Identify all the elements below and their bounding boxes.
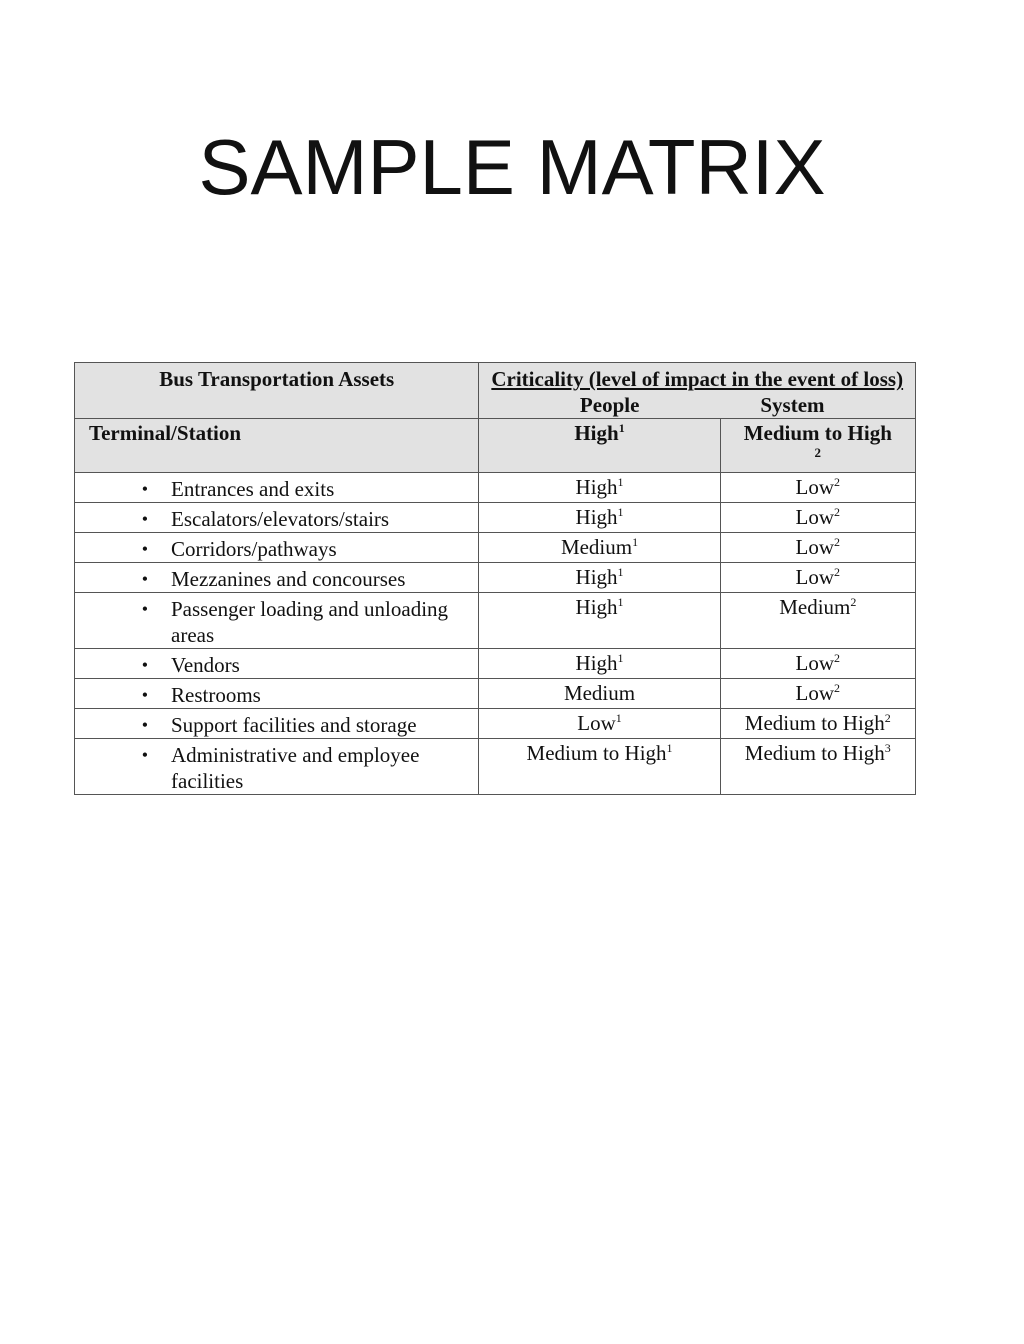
- asset-list-item: [75, 649, 478, 678]
- bullet-icon: •: [141, 685, 148, 705]
- bullet-icon: •: [141, 479, 148, 499]
- section-label-cell: [75, 419, 479, 473]
- page-title: SAMPLE MATRIX: [198, 123, 826, 211]
- system-criticality-value: Low: [795, 535, 835, 559]
- asset-list-item: [75, 739, 478, 794]
- people-footnote: 1: [666, 741, 673, 755]
- system-header-label: System: [760, 393, 825, 417]
- people-criticality-value: High: [575, 505, 618, 529]
- asset-list-item: [75, 709, 478, 738]
- criticality-header-label: Criticality (level of impact in the event of loss): [491, 367, 904, 391]
- system-criticality-cell: [720, 473, 915, 503]
- system-footnote: 2: [834, 475, 841, 489]
- bullet-icon: •: [141, 509, 148, 529]
- system-criticality-cell: [720, 679, 915, 709]
- asset-name: Administrative and employee facilities: [171, 743, 420, 793]
- bullet-icon: •: [141, 569, 148, 589]
- people-criticality-value: Medium: [560, 535, 633, 559]
- table-row: [75, 679, 916, 709]
- asset-cell: [75, 563, 479, 593]
- asset-cell: [75, 593, 479, 649]
- asset-cell: [75, 679, 479, 709]
- system-footnote: 2: [850, 595, 857, 609]
- system-criticality-cell: [720, 563, 915, 593]
- criticality-matrix-table: [74, 362, 916, 795]
- bullet-icon: •: [141, 599, 148, 619]
- criticality-subheaders: [479, 392, 915, 418]
- table-row: [75, 649, 916, 679]
- people-criticality-cell: [479, 563, 720, 593]
- table-row: [75, 503, 916, 533]
- system-criticality-cell: [720, 709, 915, 739]
- asset-cell: [75, 533, 479, 563]
- system-footnote: 2: [834, 565, 841, 579]
- system-criticality-value: Low: [795, 475, 835, 499]
- system-criticality-value: Medium: [779, 595, 851, 619]
- table-row: [75, 563, 916, 593]
- asset-cell: [75, 503, 479, 533]
- system-footnote: 3: [884, 741, 891, 755]
- section-people-footnote: 1: [618, 421, 625, 435]
- table-row: [75, 473, 916, 503]
- system-criticality-value: Low: [795, 651, 835, 675]
- asset-rows: [75, 473, 916, 795]
- asset-list-item: [75, 533, 478, 562]
- asset-list-item: [75, 473, 478, 502]
- system-criticality-value: Medium to High: [744, 711, 885, 735]
- system-criticality-value: Medium to High: [744, 741, 885, 765]
- asset-cell: [75, 649, 479, 679]
- section-system-value: Medium to High: [743, 421, 892, 445]
- criticality-header-cell: [479, 363, 916, 419]
- people-criticality-value: High: [575, 565, 618, 589]
- section-system-cell: [720, 419, 915, 473]
- asset-name: Corridors/pathways: [171, 537, 337, 561]
- asset-name: Entrances and exits: [171, 477, 335, 501]
- people-criticality-cell: [479, 679, 720, 709]
- table-row: [75, 593, 916, 649]
- system-criticality-cell: [720, 739, 915, 795]
- table-row: [75, 739, 916, 795]
- people-criticality-cell: [479, 533, 720, 563]
- system-criticality-cell: [720, 503, 915, 533]
- assets-header-label: Bus Transportation Assets: [159, 367, 395, 391]
- people-criticality-value: Medium to High: [526, 741, 667, 765]
- system-footnote: 2: [834, 505, 841, 519]
- system-criticality-value: Low: [795, 505, 835, 529]
- asset-cell: [75, 709, 479, 739]
- bullet-icon: •: [141, 745, 148, 765]
- asset-name: Restrooms: [171, 683, 261, 707]
- asset-name: Vendors: [171, 653, 240, 677]
- system-criticality-cell: [720, 593, 915, 649]
- system-footnote: 2: [884, 711, 891, 725]
- people-criticality-value: High: [575, 651, 618, 675]
- asset-name: Passenger loading and unloading areas: [171, 597, 449, 647]
- table-row: [75, 709, 916, 739]
- header-row: [75, 363, 916, 419]
- asset-name: Escalators/elevators/stairs: [171, 507, 390, 531]
- asset-list-item: [75, 679, 478, 708]
- people-criticality-cell: [479, 709, 720, 739]
- system-footnote: 2: [834, 535, 841, 549]
- people-criticality-value: High: [575, 595, 618, 619]
- table-row: [75, 533, 916, 563]
- assets-header-cell: [75, 363, 479, 419]
- people-footnote: 1: [632, 535, 639, 549]
- people-footnote: 1: [617, 505, 624, 519]
- asset-name: Mezzanines and concourses: [171, 567, 406, 591]
- people-footnote: 1: [617, 595, 624, 609]
- people-criticality-value: High: [575, 475, 618, 499]
- people-criticality-value: Medium: [563, 681, 636, 705]
- people-criticality-cell: [479, 503, 720, 533]
- people-footnote: 1: [617, 651, 624, 665]
- people-criticality-cell: [479, 649, 720, 679]
- asset-cell: [75, 473, 479, 503]
- asset-list-item: [75, 563, 478, 592]
- asset-list-item: [75, 593, 478, 648]
- section-people-cell: [479, 419, 720, 473]
- bullet-icon: •: [141, 655, 148, 675]
- system-criticality-cell: [720, 649, 915, 679]
- people-footnote: 1: [617, 475, 624, 489]
- system-criticality-cell: [720, 533, 915, 563]
- people-criticality-cell: [479, 473, 720, 503]
- section-row: [75, 419, 916, 473]
- bullet-icon: •: [141, 715, 148, 735]
- section-system-footnote: 2: [814, 445, 822, 460]
- section-people-value: High: [574, 421, 619, 445]
- people-criticality-cell: [479, 739, 720, 795]
- asset-list-item: [75, 503, 478, 532]
- system-criticality-value: Low: [795, 565, 835, 589]
- bullet-icon: •: [141, 539, 148, 559]
- people-header-label: People: [579, 393, 640, 417]
- people-criticality-cell: [479, 593, 720, 649]
- system-footnote: 2: [834, 681, 841, 695]
- asset-cell: [75, 739, 479, 795]
- people-criticality-value: Low: [577, 711, 616, 735]
- people-footnote: 1: [615, 711, 622, 725]
- people-footnote: 1: [617, 565, 624, 579]
- system-criticality-value: Low: [795, 681, 835, 705]
- section-label: Terminal/Station: [89, 421, 242, 445]
- asset-name: Support facilities and storage: [171, 713, 417, 737]
- system-footnote: 2: [834, 651, 841, 665]
